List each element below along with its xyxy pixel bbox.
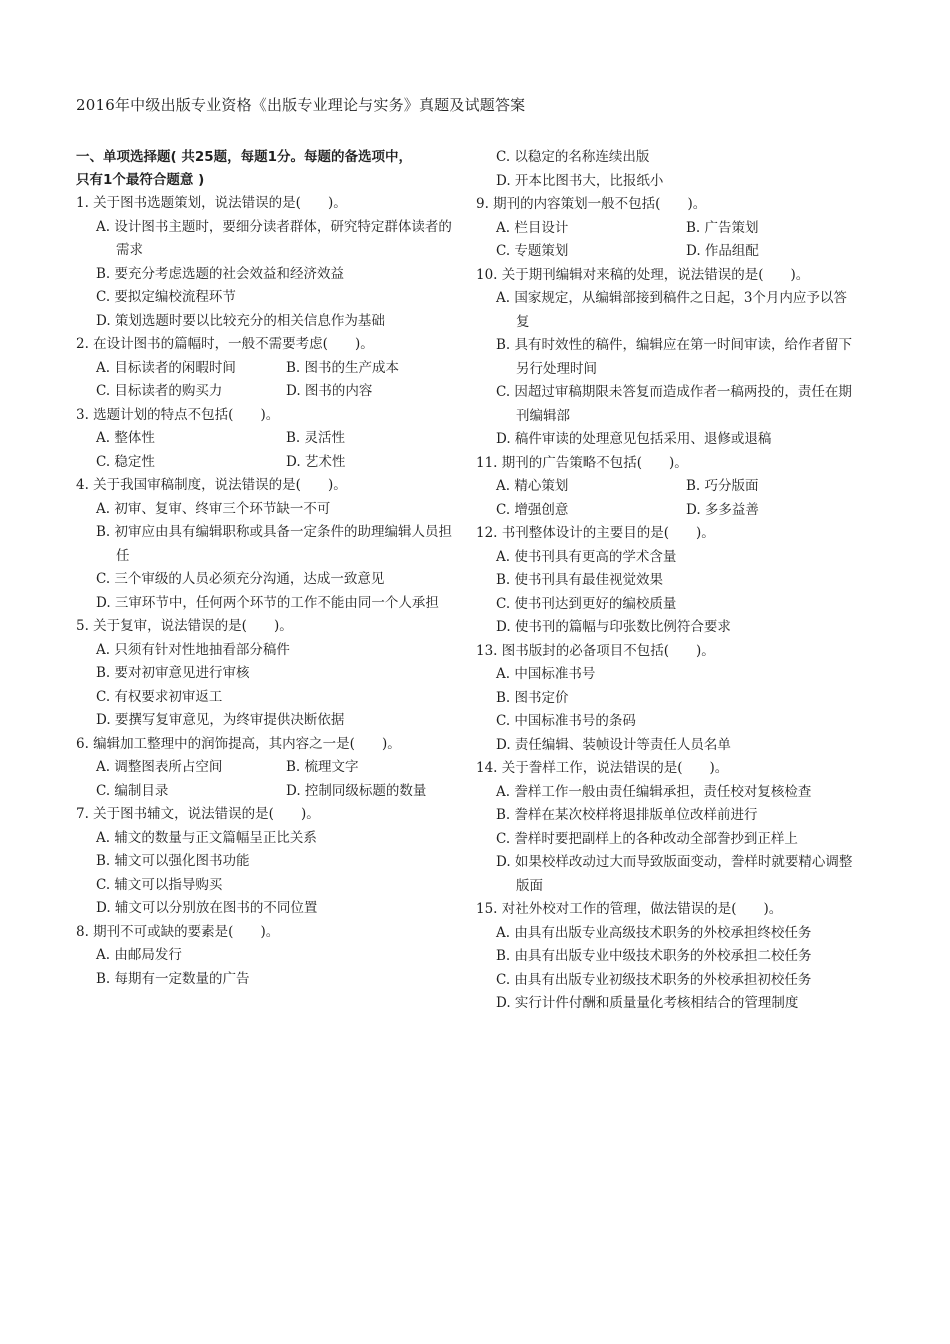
option-row xyxy=(476,734,856,758)
question-item xyxy=(76,474,456,615)
answer-option: C. 要拟定编校流程环节 xyxy=(96,289,236,305)
question-item xyxy=(76,733,456,804)
answer-option: B. 使书刊具有最佳视觉效果 xyxy=(496,572,664,588)
section-heading-line-2: 只有1个最符合题意 ) xyxy=(76,172,205,188)
answer-option: A. 只须有针对性地抽看部分稿件 xyxy=(96,641,290,658)
option-row xyxy=(476,922,856,946)
answer-option: D. 控制同级标题的数量 xyxy=(286,782,427,799)
answer-option: D. 艺术性 xyxy=(286,453,346,470)
answer-option: C. 增强创意 xyxy=(496,501,569,518)
option-row xyxy=(76,357,456,381)
answer-option: B. 梳理文字 xyxy=(286,759,359,775)
answer-option: C. 有权要求初审返工 xyxy=(96,688,223,705)
option-row xyxy=(476,616,856,640)
option-row xyxy=(476,381,856,428)
question-item xyxy=(476,452,856,523)
answer-option: D. 责任编辑、装帧设计等责任人员名单 xyxy=(496,736,731,753)
section-heading xyxy=(76,146,456,192)
option-row xyxy=(476,546,856,570)
question-item xyxy=(476,898,856,1016)
option-row xyxy=(476,992,856,1016)
answer-option: A. 设计图书主题时，要细分读者群体，研究特定群体读者的需求 xyxy=(96,218,452,258)
page-title: 2016年中级出版专业资格《出版专业理论与实务》真题及试题答案 xyxy=(76,96,526,114)
answer-option: C. 辅文可以指导购买 xyxy=(96,876,223,893)
option-row xyxy=(76,827,456,851)
answer-option: D. 使书刊的篇幅与印张数比例符合要求 xyxy=(496,619,731,635)
answer-option: B. 由具有出版专业中级技术职务的外校承担二校任务 xyxy=(496,948,812,964)
answer-option: D. 实行计件付酬和质量量化考核相结合的管理制度 xyxy=(496,995,799,1011)
option-row xyxy=(476,146,856,170)
question-stem: 5. 关于复审，说法错误的是( )。 xyxy=(76,618,293,634)
answer-option: D. 开本比图书大，比报纸小 xyxy=(496,172,664,189)
option-row xyxy=(76,944,456,968)
question-stem: 6. 编辑加工整理中的润饰提高，其内容之一是( )。 xyxy=(76,735,401,752)
answer-option: A. 调整图表所占空间 xyxy=(96,759,223,775)
answer-option: A. 目标读者的闲暇时间 xyxy=(96,359,236,376)
question-stem: 3. 选题计划的特点不包括( )。 xyxy=(76,406,280,423)
answer-option: A. 整体性 xyxy=(96,430,155,446)
option-row xyxy=(76,639,456,663)
left-column xyxy=(76,146,456,991)
question-stem: 2. 在设计图书的篇幅时，一般不需要考虑( )。 xyxy=(76,336,374,352)
option-row xyxy=(476,804,856,828)
answer-option: B. 灵活性 xyxy=(286,430,346,446)
answer-option: B. 广告策划 xyxy=(686,219,759,236)
answer-option: A. 由邮局发行 xyxy=(96,947,182,963)
option-row xyxy=(476,710,856,734)
answer-option: D. 辅文可以分别放在图书的不同位置 xyxy=(96,900,318,916)
option-row xyxy=(76,968,456,992)
question-item xyxy=(76,921,456,992)
option-row xyxy=(76,380,456,404)
right-column xyxy=(476,146,856,1016)
answer-option: D. 稿件审读的处理意见包括采用、退修或退稿 xyxy=(496,431,772,447)
option-row xyxy=(76,780,456,804)
answer-option: D. 图书的内容 xyxy=(286,383,373,399)
answer-option: B. 辅文可以强化图书功能 xyxy=(96,853,250,869)
question-stem: 14. 关于誊样工作，说法错误的是( )。 xyxy=(476,760,729,776)
question-item xyxy=(476,264,856,452)
answer-option: D. 作品组配 xyxy=(686,243,759,259)
answer-option: A. 由具有出版专业高级技术职务的外校承担终校任务 xyxy=(496,924,812,941)
option-row xyxy=(476,593,856,617)
option-row xyxy=(476,687,856,711)
answer-option: B. 初审应由具有编辑职称或具备一定条件的助理编辑人员担任 xyxy=(96,524,453,564)
option-row xyxy=(476,334,856,381)
answer-option: A. 国家规定，从编辑部接到稿件之日起，3个月内应予以答复 xyxy=(496,290,847,330)
option-row xyxy=(76,897,456,921)
answer-option: D. 要撰写复审意见，为终审提供决断依据 xyxy=(96,712,345,728)
question-stem: 8. 期刊不可或缺的要素是( )。 xyxy=(76,923,280,940)
question-stem: 7. 关于图书辅文，说法错误的是( )。 xyxy=(76,806,320,822)
section-heading-line-1: 一、单项选择题( 共25题，每题1分。每题的备选项中， xyxy=(76,149,413,165)
answer-option: B. 每期有一定数量的广告 xyxy=(96,970,250,987)
option-row xyxy=(76,662,456,686)
answer-option: C. 稳定性 xyxy=(96,453,155,470)
answer-option: D. 如果校样改动过大而导致版面变动，誊样时就要精心调整版面 xyxy=(496,854,853,894)
question-stem: 11. 期刊的广告策略不包括( )。 xyxy=(476,454,688,471)
question-stem: 1. 关于图书选题策划，说法错误的是( )。 xyxy=(76,195,347,211)
question-item xyxy=(76,615,456,733)
question-stem: 15. 对社外校对工作的管理，做法错误的是( )。 xyxy=(476,901,783,917)
option-row xyxy=(476,851,856,898)
option-row xyxy=(76,286,456,310)
answer-option: B. 巧分版面 xyxy=(686,478,759,494)
answer-option: C. 三个审级的人员必须充分沟通，达成一致意见 xyxy=(96,571,385,587)
answer-option: B. 图书的生产成本 xyxy=(286,359,400,376)
answer-option: C. 中国标准书号的条码 xyxy=(496,713,636,729)
option-row xyxy=(476,828,856,852)
option-row xyxy=(76,427,456,451)
option-row xyxy=(476,781,856,805)
option-row xyxy=(476,217,856,241)
answer-option: B. 要充分考虑选题的社会效益和经济效益 xyxy=(96,265,345,282)
answer-option: A. 誊样工作一般由责任编辑承担，责任校对复核检查 xyxy=(496,783,812,800)
question-stem: 10. 关于期刊编辑对来稿的处理，说法错误的是( )。 xyxy=(476,266,810,283)
answer-option: B. 誊样在某次校样将退排版单位改样前进行 xyxy=(496,807,758,823)
option-row xyxy=(476,499,856,523)
option-row xyxy=(476,428,856,452)
answer-option: D. 策划选题时要以比较充分的相关信息作为基础 xyxy=(96,312,385,329)
answer-option: A. 辅文的数量与正文篇幅呈正比关系 xyxy=(96,829,317,846)
question-stem: 4. 关于我国审稿制度，说法错误的是( )。 xyxy=(76,477,347,493)
answer-option: C. 编制目录 xyxy=(96,782,169,799)
option-row xyxy=(76,850,456,874)
question-stem: 9. 期刊的内容策划一般不包括( )。 xyxy=(476,196,707,212)
answer-option: C. 誊样时要把副样上的各种改动全部誊抄到正样上 xyxy=(496,830,798,847)
option-row xyxy=(76,756,456,780)
option-row xyxy=(76,874,456,898)
option-row xyxy=(76,521,456,568)
question-item xyxy=(76,404,456,475)
answer-option: A. 使书刊具有更高的学术含量 xyxy=(496,548,677,565)
option-row xyxy=(476,969,856,993)
question-item xyxy=(476,146,856,193)
option-row xyxy=(76,310,456,334)
answer-option: A. 初审、复审、终审三个环节缺一不可 xyxy=(96,500,331,517)
answer-option: B. 具有时效性的稿件，编辑应在第一时间审读，给作者留下另行处理时间 xyxy=(496,337,853,377)
option-row xyxy=(76,216,456,263)
answer-option: A. 栏目设计 xyxy=(496,219,569,236)
answer-option: B. 图书定价 xyxy=(496,689,569,706)
answer-option: A. 中国标准书号 xyxy=(496,666,596,682)
option-row xyxy=(476,475,856,499)
answer-option: B. 要对初审意见进行审核 xyxy=(96,665,250,681)
answer-option: C. 因超过审稿期限未答复而造成作者一稿两投的，责任在期刊编辑部 xyxy=(496,384,852,424)
question-item xyxy=(76,333,456,404)
answer-option: C. 使书刊达到更好的编校质量 xyxy=(496,595,677,612)
question-item xyxy=(76,192,456,333)
answer-option: C. 目标读者的购买力 xyxy=(96,383,223,399)
question-stem: 12. 书刊整体设计的主要目的是( )。 xyxy=(476,525,715,541)
option-row xyxy=(76,263,456,287)
left-question-list xyxy=(76,192,456,991)
option-row xyxy=(476,170,856,194)
question-item xyxy=(76,803,456,921)
option-row xyxy=(476,287,856,334)
option-row xyxy=(76,709,456,733)
answer-option: D. 三审环节中，任何两个环节的工作不能由同一个人承担 xyxy=(96,594,439,611)
right-question-list xyxy=(476,146,856,1016)
option-row xyxy=(476,663,856,687)
question-item xyxy=(476,640,856,758)
option-row xyxy=(476,945,856,969)
option-row xyxy=(476,240,856,264)
option-row xyxy=(76,498,456,522)
answer-option: C. 专题策划 xyxy=(496,243,569,259)
question-item xyxy=(476,522,856,640)
question-stem: 13. 图书版封的必备项目不包括( )。 xyxy=(476,642,715,659)
answer-option: C. 由具有出版专业初级技术职务的外校承担初校任务 xyxy=(496,971,812,988)
option-row xyxy=(476,569,856,593)
answer-option: A. 精心策划 xyxy=(496,478,569,494)
option-row xyxy=(76,451,456,475)
answer-option: C. 以稳定的名称连续出版 xyxy=(496,149,650,165)
answer-option: D. 多多益善 xyxy=(686,501,759,518)
question-item xyxy=(476,757,856,898)
option-row xyxy=(76,568,456,592)
question-item xyxy=(476,193,856,264)
option-row xyxy=(76,686,456,710)
option-row xyxy=(76,592,456,616)
